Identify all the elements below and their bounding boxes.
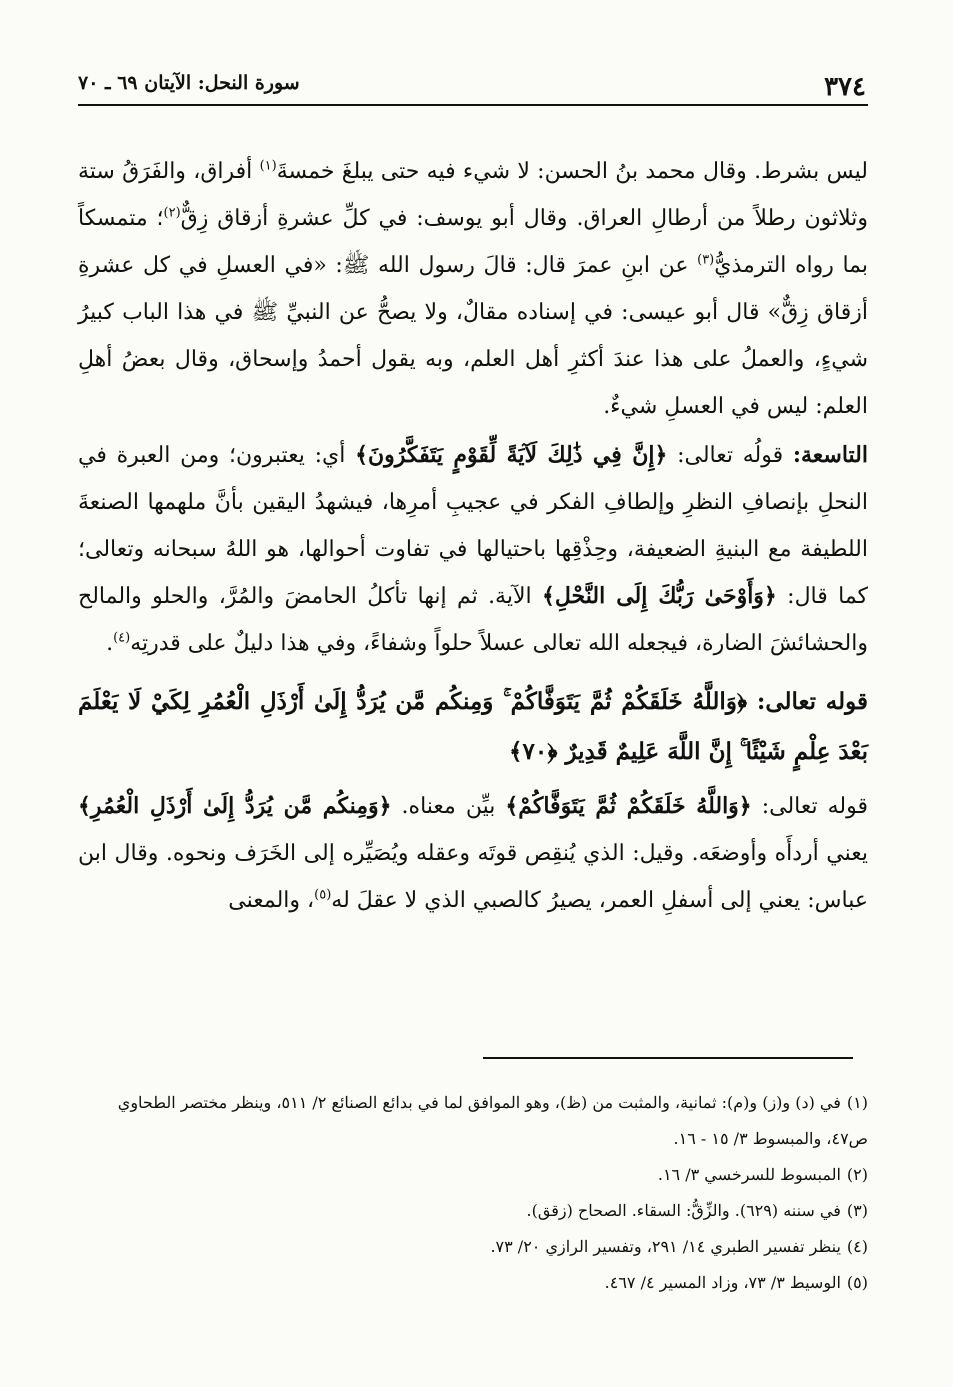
text-segment: قوله تعالى: bbox=[751, 794, 868, 819]
verse-label: قوله تعالى: bbox=[756, 688, 868, 715]
footnote-number: (٤) bbox=[846, 1237, 868, 1256]
quran-quote: ﴿إِنَّ فِي ذَٰلِكَ لَآيَةً لِّقَوْمٍ يَتَفَكَّرُونَ﴾ bbox=[355, 442, 668, 468]
page-number: ٣٧٤ bbox=[824, 72, 866, 102]
text-segment: بيِّن معناه. bbox=[391, 794, 506, 819]
footnote-ref: (٤) bbox=[113, 630, 131, 646]
footnote-text: المبسوط للسرخسي ٣/ ١٦. bbox=[657, 1165, 841, 1184]
footnote bbox=[78, 1157, 868, 1193]
paragraph-3 bbox=[78, 783, 868, 924]
page-header bbox=[78, 62, 866, 102]
footnote-text: الوسيط ٣/ ٧٣، وزاد المسير ٤/ ٤٦٧. bbox=[604, 1273, 841, 1292]
text-segment: قولُه تعالى: bbox=[667, 443, 793, 468]
text-segment: أي: يعتبرون؛ ومن العبرة في النحلِ بإنصافِ النظرِ وإلطافِ الفكر في عجيبِ أمرِها، فيشهدُ اليقين بأنَّ ملهمها الصنعةَ اللطيفة مع البنيةِ الضعيفة، وحِذْقِها باحتيالها في تفاوت أحوالها، هو اللهُ سبحانه وتعالى؛ كما قال: bbox=[78, 443, 869, 609]
footnote-text: في سننه (٦٢٩). والزِّقُّ: السقاء. الصحاح (زقق). bbox=[526, 1201, 841, 1220]
text-segment: ليس بشرط. وقال محمد بنُ الحسن: لا شيء فيه حتى يبلغَ خمسةَ bbox=[276, 159, 868, 184]
footnote-ref: (١) bbox=[259, 158, 277, 174]
header-rule bbox=[78, 104, 868, 106]
footnote-number: (٥) bbox=[846, 1273, 868, 1292]
text-segment: عن ابنِ عمرَ قال: قالَ رسول الله ﷺ: «في العسلِ في كل عشرةِ أزقاق زِقٌّ» قال أبو عيسى: في إسناده مقالٌ، ولا يصحُّ عن النبيِّ ﷺ في هذا الباب كبيرُ شيءٍ، والعملُ على هذا عندَ أكثرِ أهل العلم، وبه يقول أحمدُ وإسحاق، وقال بعضُ أهلِ العلم: ليس في العسلِ شيءٌ. bbox=[78, 253, 868, 419]
quran-quote: ﴿وَمِنكُم مَّن يُرَدُّ إِلَىٰ أَرْذَلِ الْعُمُرِ﴾ bbox=[78, 793, 392, 819]
quran-quote: ﴿وَأَوْحَىٰ رَبُّكَ إِلَى النَّحْلِ﴾ bbox=[541, 583, 777, 609]
footnote-ref: (٢) bbox=[163, 205, 181, 221]
footnotes bbox=[78, 1085, 868, 1301]
section-label: التاسعة: bbox=[792, 442, 868, 468]
footnote-text: في (د) و(ز) و(م): ثمانية، والمثبت من (ظ)، وهو الموافق لما في بدائع الصنائع ٢/ ٥١١، وينظر مختصر الطحاوي ص٤٧، والمبسوط ٣/ ١٥ - ١٦. bbox=[117, 1093, 868, 1148]
ayah-number-marker: ﴿٧٠﴾ bbox=[509, 738, 566, 765]
footnote-separator bbox=[483, 1057, 853, 1059]
text-segment: الآية. ثم إنها تأكلُ الحامضَ والمُرَّ، والحلو والمالح والحشائشَ الضارة، فيجعله الله تعالى عسلاً حلواً وشفاءً، وفي هذا دليلٌ على قدرتِه bbox=[78, 584, 868, 656]
text-segment: . bbox=[106, 631, 114, 656]
footnote-number: (٣) bbox=[846, 1201, 868, 1220]
footnote-ref: (٣) bbox=[697, 252, 715, 268]
text-segment: يعني أردأَه وأوضعَه. وقيل: الذي يُنقِص قوتَه وعقله ويُصَيِّره إلى الخَرَف ونحوه. وقال ابن عباس: يعني إلى أسفلِ العمر، يصيرُ كالصبي الذي لا عقلَ له bbox=[78, 841, 868, 913]
verse-heading bbox=[78, 677, 868, 777]
footnote bbox=[78, 1229, 868, 1265]
paragraph-1 bbox=[78, 148, 868, 430]
verse-text: ﴿وَاللَّهُ خَلَقَكُمْ ثُمَّ يَتَوَفَّاكُمْ ۚ وَمِنكُم مَّن يُرَدُّ إِلَىٰ أَرْذَلِ الْعُمُرِ لِكَيْ لَا يَعْلَمَ بَعْدَ عِلْمٍ شَيْئًا ۚ إِنَّ اللَّهَ عَلِيمٌ قَدِيرٌ bbox=[78, 688, 868, 765]
footnote bbox=[78, 1193, 868, 1229]
footnote-number: (٢) bbox=[846, 1165, 868, 1184]
main-text bbox=[78, 148, 868, 924]
footnote-text: ينظر تفسير الطبري ١٤/ ٢٩١، وتفسير الرازي ٢٠/ ٧٣. bbox=[490, 1237, 841, 1256]
quran-quote: ﴿وَاللَّهُ خَلَقَكُمْ ثُمَّ يَتَوَفَّاكُمْ﴾ bbox=[505, 793, 752, 819]
footnote bbox=[78, 1085, 868, 1157]
paragraph-2 bbox=[78, 432, 868, 667]
text-segment: ؛ متمسكاً بما رواه الترمذيُّ bbox=[78, 206, 869, 278]
footnote bbox=[78, 1265, 868, 1301]
running-title: سورة النحل: الآيتان ٦٩ ـ ٧٠ bbox=[78, 72, 300, 94]
text-segment: ، والمعنى bbox=[228, 888, 315, 913]
text-segment: أفراق، والفَرَقُ ستة وثلاثون رطلاً من أرطالِ العراق. وقال أبو يوسف: في كلِّ عشرةِ أزقاق زِقٌّ bbox=[78, 159, 868, 231]
footnote-number: (١) bbox=[846, 1093, 868, 1112]
footnote-ref: (٥) bbox=[314, 887, 332, 903]
